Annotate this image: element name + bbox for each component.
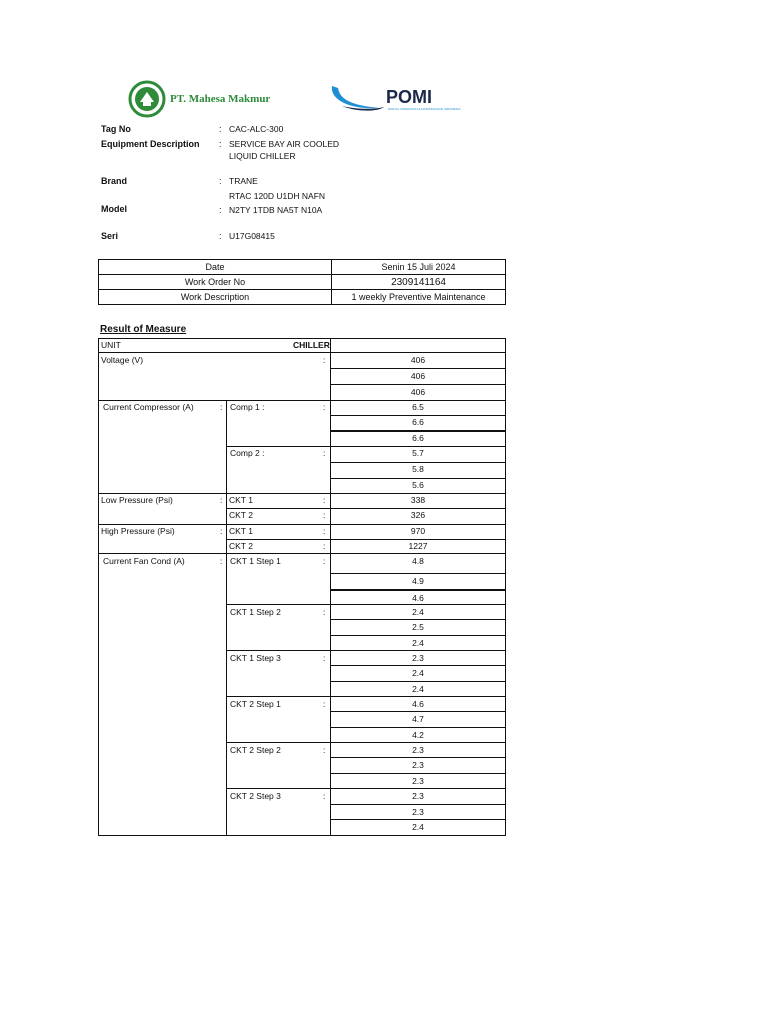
- measure-value: 2.4: [412, 638, 424, 648]
- measure-value: 338: [410, 495, 426, 505]
- fan-group-label: CKT 1 Step 1: [230, 556, 281, 566]
- colon: :: [219, 205, 222, 215]
- table-row: [99, 275, 506, 290]
- high-ckt2-label: CKT 2: [229, 541, 253, 551]
- measure-value: 2.3: [412, 760, 424, 770]
- model-label: Model: [101, 204, 127, 214]
- colon: :: [220, 495, 223, 505]
- measure-value: 4.9: [412, 576, 424, 586]
- chiller-label: CHILLER: [293, 340, 330, 350]
- tag-no-value: CAC-ALC-300: [229, 124, 284, 134]
- work-description-value: 1 weekly Preventive Maintenance: [332, 290, 506, 305]
- table-row: [99, 260, 506, 275]
- colon: :: [219, 139, 222, 149]
- brand-label: Brand: [101, 176, 128, 186]
- measure-value: 406: [410, 387, 426, 397]
- colon: :: [323, 699, 326, 709]
- date-label: Date: [99, 260, 332, 275]
- measure-value: 406: [410, 371, 426, 381]
- low-ckt2-label: CKT 2: [229, 510, 253, 520]
- pomi-wordmark: POMI: [386, 87, 433, 107]
- measure-value: 4.2: [412, 730, 424, 740]
- measure-value: 4.6: [412, 593, 424, 603]
- measure-value: 2.3: [412, 745, 424, 755]
- measure-value: 2.4: [412, 607, 424, 617]
- measure-value: 326: [410, 510, 426, 520]
- colon: :: [323, 556, 326, 566]
- fan-group-label: CKT 1 Step 3: [230, 653, 281, 663]
- colon: :: [323, 745, 326, 755]
- equipment-description-line-2: LIQUID CHILLER: [229, 151, 296, 161]
- measure-value: 2.5: [412, 622, 424, 632]
- mahesa-makmur-logo: [128, 80, 328, 120]
- measure-value: 6.6: [412, 417, 424, 427]
- work-order-no-value: 2309141164: [332, 275, 506, 290]
- low-ckt1-label: CKT 1: [229, 495, 253, 505]
- measure-value: 2.4: [412, 668, 424, 678]
- comp2-label: Comp 2 :: [230, 448, 265, 458]
- colon: :: [323, 607, 326, 617]
- brand-value: TRANE: [229, 176, 258, 186]
- company-name: PT. Mahesa Makmur: [170, 93, 271, 105]
- equipment-description-line-1: SERVICE BAY AIR COOLED: [229, 139, 340, 149]
- pomi-logo: [328, 80, 478, 114]
- colon: :: [323, 355, 326, 365]
- comp1-label: Comp 1 :: [230, 402, 265, 412]
- colon: :: [323, 653, 326, 663]
- date-value: Senin 15 Juli 2024: [332, 260, 506, 275]
- measure-value: 2.4: [412, 684, 424, 694]
- current-fan-cond-label: Current Fan Cond (A): [103, 556, 185, 566]
- measure-value: 2.3: [412, 807, 424, 817]
- fan-group-label: CKT 2 Step 1: [230, 699, 281, 709]
- measure-value: 4.6: [412, 699, 424, 709]
- colon: :: [220, 526, 223, 536]
- measure-value: 6.6: [412, 433, 424, 443]
- result-of-measure-table: [98, 338, 506, 836]
- measure-value: 2.4: [412, 822, 424, 832]
- table-row: [99, 290, 506, 305]
- colon: :: [323, 495, 326, 505]
- colon: :: [323, 791, 326, 801]
- colon: :: [219, 231, 222, 241]
- colon: :: [220, 402, 223, 412]
- current-compressor-label: Current Compressor (A): [103, 402, 194, 412]
- measure-value: 4.7: [412, 714, 424, 724]
- result-of-measure-title: Result of Measure: [100, 324, 187, 335]
- colon: :: [219, 176, 222, 186]
- colon: :: [219, 124, 222, 134]
- seri-label: Seri: [101, 231, 119, 241]
- measure-value: 1227: [408, 541, 428, 551]
- measure-value: 2.3: [412, 776, 424, 786]
- seri-value: U17G08415: [229, 231, 275, 241]
- fan-group-label: CKT 2 Step 3: [230, 791, 281, 801]
- fan-group-label: CKT 2 Step 2: [230, 745, 281, 755]
- colon: :: [220, 556, 223, 566]
- colon: :: [323, 526, 326, 536]
- high-pressure-label: High Pressure (Psi): [101, 526, 175, 536]
- low-pressure-label: Low Pressure (Psi): [101, 495, 173, 505]
- work-order-table: [98, 259, 506, 305]
- measure-value: 6.5: [412, 402, 424, 412]
- model-value-line-1: RTAC 120D U1DH NAFN: [229, 191, 326, 201]
- measure-value: 2.3: [412, 791, 424, 801]
- tag-no-label: Tag No: [101, 124, 131, 134]
- measure-value: 5.8: [412, 464, 424, 474]
- measure-value: 970: [410, 526, 426, 536]
- measure-value: 406: [410, 355, 426, 365]
- high-ckt1-label: CKT 1: [229, 526, 253, 536]
- pomi-tagline: DIGITAL OPERATION & MAINTENANCE INDONESIA: [388, 107, 461, 111]
- voltage-label: Voltage (V): [101, 355, 144, 365]
- unit-label: UNIT: [101, 340, 121, 350]
- measure-value: 5.7: [412, 448, 424, 458]
- colon: :: [323, 448, 326, 458]
- colon: :: [323, 402, 326, 412]
- work-description-label: Work Description: [99, 290, 332, 305]
- model-value-line-2: N2TY 1TDB NA5T N10A: [229, 205, 323, 215]
- work-order-no-label: Work Order No: [99, 275, 332, 290]
- colon: :: [323, 510, 326, 520]
- measure-value: 2.3: [412, 653, 424, 663]
- fan-group-label: CKT 1 Step 2: [230, 607, 281, 617]
- equipment-description-label: Equipment Description: [101, 139, 200, 149]
- colon: :: [323, 541, 326, 551]
- measure-value: 5.6: [412, 480, 424, 490]
- measure-value: 4.8: [412, 556, 424, 566]
